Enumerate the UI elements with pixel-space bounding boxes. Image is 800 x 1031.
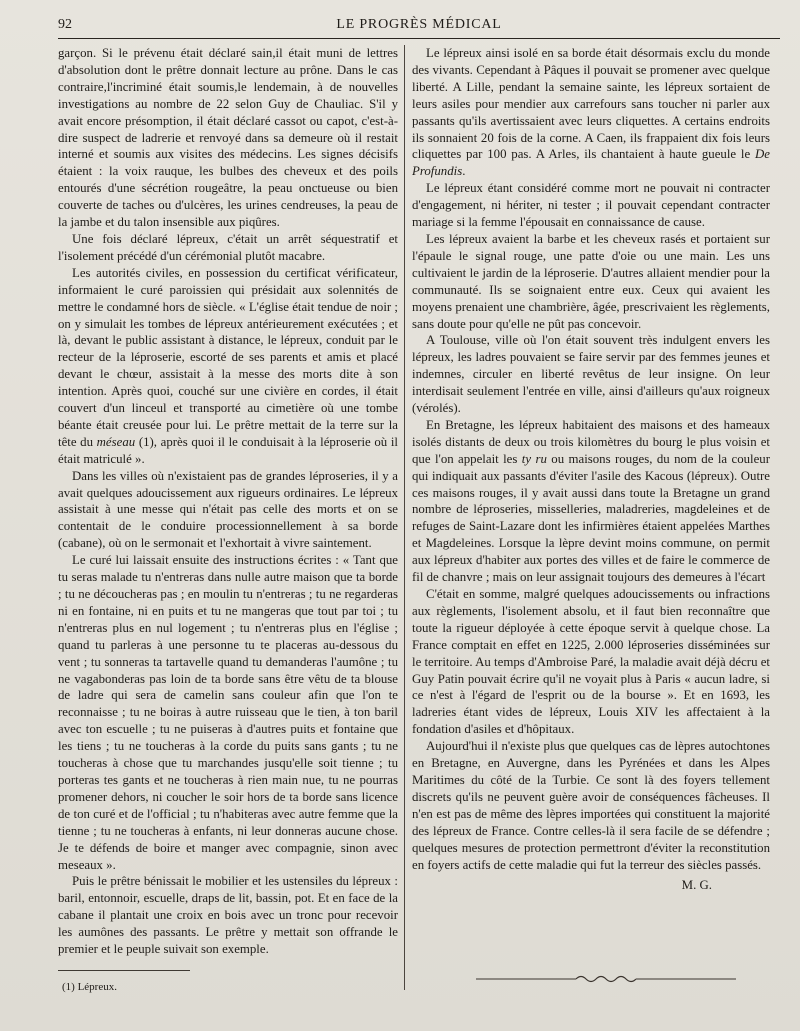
left-column [58,45,398,965]
column-divider [404,45,405,990]
paragraph: Dans les villes où n'existaient pas de grandes léproseries, il y a avait quelques adoucissement aux rigueurs ordinaires. Le lépreux assistait à une messe qui n'était pas celle des morts et on se contentait de le conduire processionnellement à sa borde (cabane), où on le sermonait et l'exhortait à vivre saintement. [58,468,398,551]
paragraph-text: Le lépreux ainsi isolé en sa borde était désormais exclu du monde des vivants. Cependant à Pâques il pouvait se promener avec quelque liberté. A Lille, pendant la semaine sainte, les lépreux sortaient de leurs asiles pour mendier aux carrefours sans toucher ni parler aux passants qu'ils avertissaient avec leurs cliquettes. A certains endroits ils sonnaient 20 fois de la corne. A Caen, ils frappaient dix fois leurs cliquettes par 100 pas. A Arles, ils chantaient à haute gueule le [412,46,770,162]
footnote-rule [58,970,190,971]
paragraph-text: (1), après quoi il le conduisait à la léproserie où il était matriculé ». [58,434,398,466]
page-number: 92 [58,17,72,32]
paragraph-text: Les autorités civiles, en possession du certificat vérificateur, informaient le curé paroissien qui présidait aux solennités de mettre le condamné hors de siècle. « L'église était tendue de noir ; on y simulait les tombes de lépreux antérieurement exécutées ; et là, devant le public assistant à distance, le lépreux, conduit par le recteur de la léproserie, escorté de ses parents et amis et placé devant le chœur, assistait à la messe des morts dite à son intention. Après quoi, couché sur une civière en cordes, il était couvert d'un linceul et transporté au cimetière où une tombe béante était creusée pour lui. Le prêtre mettait de la terre sur la tête du [58,265,398,449]
journal-title: LE PROGRÈS MÉDICAL [336,17,502,32]
paragraph: garçon. Si le prévenu était déclaré sain,il était muni de lettres d'absolution dont le prêtre donnait lecture au prône. Dans le cas contraire,l'incriminé était soumis,le lendemain, à de nouvelles investigations au nombre de 22 selon Guy de Chauliac. S'il y avait encore présomption, il était déclaré cassot ou capot, c'est-à-dire suspect de ladrerie et renvoyé dans sa demeure où il restait interné et soumis aux visites des médecins. Les signes décisifs étaient : la voix rauque, les bulbes des cheveux et des poils entourés d'une sécrétion rougeâtre, la peau onctueuse ou bien couverte de taches ou d'ulcères, les urines cendreuses, la peau de la jambe et du talon insensible aux piqûres. [58,46,398,230]
right-column [412,45,770,965]
paragraph: Aujourd'hui il n'existe plus que quelques cas de lèpres autochtones en Bretagne, en Auvergne, dans les Pyrénées et dans les Alpes Maritimes du côté de la Turbie. Ce sont là des foyers tellement discrets qu'ils ne peuvent guère avoir de conséquences fâcheuses. Il n'en est pas de même des lèpres importées qui constituent la majorité des lépreux de France. Contre celles-là il sera facile de se défendre ; quelques mesures de protection permettront d'éviter la reconstitution en foyers actifs de cette maladie qui fut la terreur des siècles passés. [412,739,770,872]
paragraph: Le lépreux étant considéré comme mort ne pouvait ni contracter d'engagement, ni hériter, ni tester ; il pouvait cependant contracter mariage si la femme l'épousait en connaissance de cause. [412,181,770,230]
paragraph: Le curé lui laissait ensuite des instructions écrites : « Tant que tu seras malade tu n'entreras dans nulle autre maison que ta borde ; tu ne découcheras pas ; en moulin tu n'entreras ; tu ne regarderas ni en fontaine, ni en puits et tu ne mangeras que tout par toi ; tu n'entreras plus en nul logement ; tu n'entreras plus en l'église ; quand tu parleras à une personne tu te placeras au-dessous du vent ; tu sonneras ta tartavelle quand tu demanderas l'aumône ; tu ne vagabonderas pas loin de ta borde sans être vêtu de ta blouse de ladre qui sera de camelin sans couleur afin que l'on te reconnaisse ; tu ne boiras à autre ruisseau que le tien, à ton baril avec ton escuelle ; tu ne puiseras à d'autres puits et fontaine que les tiens ; tu ne toucheras à la corde du puits sans gants ; tu ne toucheras à chose que tu marchandes jusqu'elle soit tienne ; tu porteras tes gants et ne toucheras à rien main nue, tu ne pourras promener dehors, ni coucher le soir hors de ta borde sans licence de ton curé et de l'official ; tu n'habiteras avec autre femme que la tienne ; tu ne toucheras à enfants, ni leur donneras aucune chose. Je te défends de boire et manger avec compagnie, sinon avec meseaux ». [58,553,398,872]
paragraph-text: ou maisons rouges, du nom de la couleur qui indiquait aux passants d'éviter l'asile des Kacous (lépreux). Outre ces maisons rouges, il y avait aussi dans toute la Bretagne un grand nombre de léproseries, misselleries, maladreries, magdeleines et de refuges de Saint-Lazare dont les infirmières étaient appelées Marthes et Magdeleines. Lorsque la lèpre devint moins commune, on permit aux lépreux d'habiter aux portes des villes et de faire le commerce de fil de chanvre ; mais on leur assignait toujours des demeures à l'écart [412,451,770,585]
paragraph-text: . [462,164,466,179]
paragraph-text: En Bretagne, les lépreux habitaient des maisons et des hameaux isolés distants de deux ou trois kilomètres du bourg le plus voisin et que l'on appelait les [412,417,770,466]
paragraph: A Toulouse, ville où l'on était souvent très indulgent envers les lépreux, les ladres pouvaient se faire servir par des femmes jeunes et indemnes, circuler en liberté revêtus de leur insigne. On leur interdisait seulement l'entrée en ville, ainsi d'ailleurs qu'aux roigneux (vérolés). [412,333,770,416]
paragraph: C'était en somme, malgré quelques adoucissements ou infractions aux règlements, l'isolement absolu, et il faut bien reconnaître que toute la rigueur déployée à cette époque servit à quelque chose. La France comptait en effet en 1225, 2.000 léproseries disséminées sur le territoire. Au temps d'Ambroise Paré, la maladie avait déjà décru et Guy Patin pouvait écrire qu'il ne voyait plus à Paris « aucun ladre, si ce n'est à l'égard de l'esprit ou de la bourse ». Et en 1693, les ladreries étant vides de lépreux, Louis XIV les affectaient à la fondation d'asiles et d'hôpitaux. [412,587,770,737]
paragraph: Une fois déclaré lépreux, c'était un arrêt séquestratif et l'isolement précédé d'un cérémonial plutôt macabre. [58,231,398,263]
paragraph [412,45,770,180]
page-header [58,14,780,39]
paragraph: Puis le prêtre bénissait le mobilier et les ustensiles du lépreux : baril, entonnoir, escuelle, draps de lit, bassin, pot. Et en face de la cabane il plantait une croix en bois avec un tronc pour recevoir les aumônes des passants. Le prêtre y mettait son offrande le premier et le peuple suivait son exemple. [58,874,398,957]
paragraph: Les lépreux avaient la barbe et les cheveux rasés et portaient sur l'épaule le signal rouge, une patte d'oie ou une main. Les uns cultivaient le jardin de la léproserie. D'autres allaient mendier pour la communauté. Ils se soignaient entre eux. Ceux qui avaient les moyens prenaient une chambrière, âgée, prescrivaient les règlements, sans doute pour qu'elle ne pût pas concevoir. [412,231,770,331]
paragraph [412,417,770,586]
italic-term: méseau [96,434,136,449]
author-signature: M. G. [681,878,712,893]
italic-term: ty ru [521,451,547,466]
italic-term: De Profundis [412,147,770,179]
footnote: (1) Lépreux. [62,981,117,993]
end-ornament [476,973,736,985]
paragraph [58,265,398,468]
